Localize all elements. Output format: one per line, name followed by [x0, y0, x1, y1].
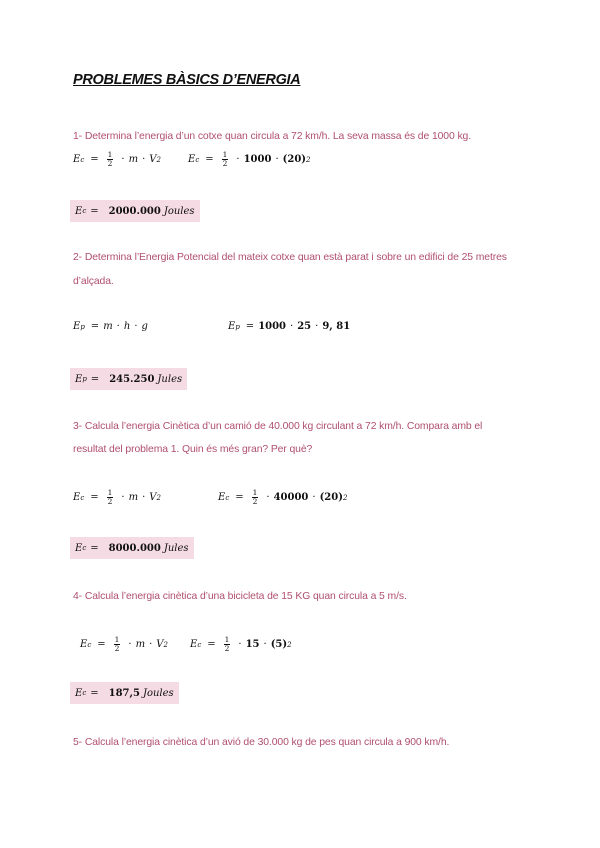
problem-4-substitution: E c = $\frac{1}{2}$ · 15 · (5) 2: [190, 635, 292, 653]
problem-3-question-line2: resultat del problema 1. Quin és més gran? Per què?: [73, 444, 313, 455]
problem-4-formula: E c = $\frac{1}{2}$ · m · V 2: [80, 635, 168, 653]
problem-4-question: 4- Calcula l’energia cinètica d’una bicicleta de 15 KG quan circula a 5 m/s.: [73, 591, 407, 602]
problem-1-formula: E c = $\frac{1}{2}$ · m · V 2: [73, 150, 161, 168]
problem-2-question-line1: 2- Determina l’Energia Potencial del mateix cotxe quan està parat i sobre un edifici de 25 metres: [73, 252, 507, 263]
problem-1-answer: E c = 2000.000 Joules: [70, 200, 200, 222]
problem-3-substitution: E c = $\frac{1}{2}$ · 40000 · (20) 2: [218, 488, 348, 506]
problem-4-answer: E c = 187,5 Joules: [70, 682, 179, 704]
page-title: PROBLEMES BÀSICS D’ENERGIA: [73, 72, 301, 88]
problem-2-substitution: E p = 1000 · 25 · 9, 81: [228, 321, 351, 332]
problem-2-answer: E p = 245.250 Jules: [70, 368, 187, 390]
problem-3-formula: E c = $\frac{1}{2}$ · m · V 2: [73, 488, 161, 506]
problem-3-question-line1: 3- Calcula l’energia Cinètica d’un camió de 40.000 kg circulant a 72 km/h. Compara amb el: [73, 421, 483, 432]
problem-1-question: 1- Determina l’energia d’un cotxe quan circula a 72 km/h. La seva massa és de 1000 kg.: [73, 131, 472, 142]
problem-3-answer: E c = 8000.000 Jules: [70, 537, 194, 559]
problem-5-question: 5- Calcula l’energia cinètica d’un avió de 30.000 kg de pes quan circula a 900 km/h.: [73, 737, 450, 748]
problem-2-question-line2: d’alçada.: [73, 276, 114, 287]
problem-2-formula: E p = m · h · g: [73, 321, 148, 332]
problem-1-substitution: E c = $\frac{1}{2}$ · 1000 · (20) 2: [188, 150, 311, 168]
